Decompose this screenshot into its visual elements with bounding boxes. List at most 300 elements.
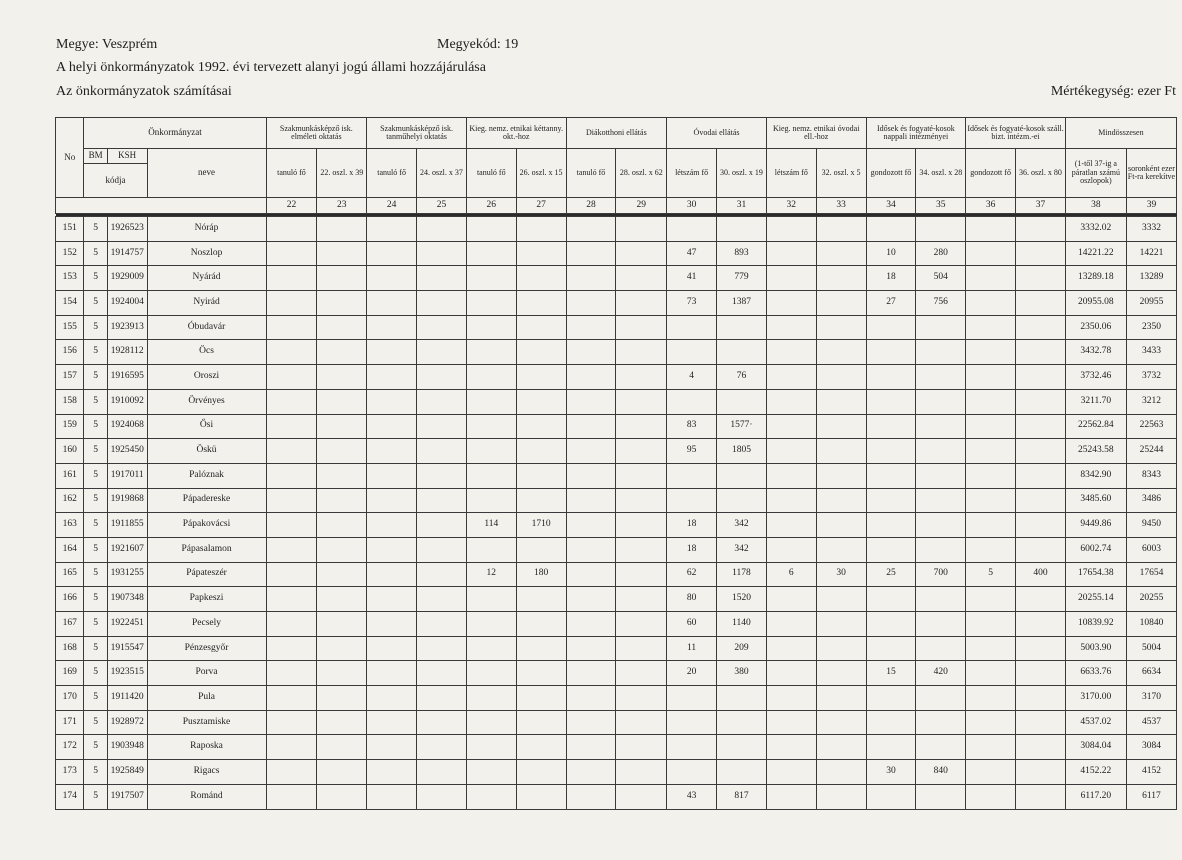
value-cell: 20955 (1126, 291, 1176, 316)
value-cell: 209 (717, 636, 767, 661)
value-cell (816, 217, 866, 242)
value-cell (317, 735, 367, 760)
value-cell (516, 661, 566, 686)
ksh-code: 1911855 (107, 513, 147, 538)
value-cell: 95 (667, 439, 717, 464)
municipality-name: Oroszi (147, 365, 266, 390)
value-cell (317, 291, 367, 316)
value-cell: 3084 (1126, 735, 1176, 760)
municipality-name: Nyirád (147, 291, 266, 316)
value-cell (367, 217, 417, 242)
value-cell: 6117 (1126, 784, 1176, 809)
value-cell (466, 661, 516, 686)
value-cell (966, 513, 1016, 538)
value-cell (966, 636, 1016, 661)
table-row (56, 587, 1177, 612)
bm-code: 5 (84, 217, 107, 242)
value-cell (566, 513, 616, 538)
row-number: 168 (56, 636, 84, 661)
table-row (56, 636, 1177, 661)
value-cell (866, 537, 916, 562)
value-cell (766, 217, 816, 242)
value-cell (317, 266, 367, 291)
value-cell (866, 217, 916, 242)
value-cell: 1577· (717, 414, 767, 439)
value-cell: 3332 (1126, 217, 1176, 242)
value-cell (816, 365, 866, 390)
table-row (56, 686, 1177, 711)
ksh-code: 1928972 (107, 710, 147, 735)
value-cell: 73 (667, 291, 717, 316)
value-cell (1016, 686, 1066, 711)
value-cell (966, 365, 1016, 390)
value-cell (367, 365, 417, 390)
value-cell (566, 365, 616, 390)
ksh-code: 1917011 (107, 463, 147, 488)
ksh-code: 1907348 (107, 587, 147, 612)
value-cell (616, 710, 667, 735)
value-cell (417, 217, 467, 242)
value-cell (516, 488, 566, 513)
bm-code: 5 (84, 784, 107, 809)
municipality-name: Papkeszi (147, 587, 266, 612)
table-row (56, 241, 1177, 266)
value-cell (616, 315, 667, 340)
value-cell (717, 686, 767, 711)
value-cell: 3170.00 (1065, 686, 1126, 711)
value-cell: 6003 (1126, 537, 1176, 562)
value-cell (266, 365, 317, 390)
bm-code: 5 (84, 266, 107, 291)
table-row (56, 513, 1177, 538)
value-cell (516, 439, 566, 464)
value-cell (566, 636, 616, 661)
bm-code: 5 (84, 735, 107, 760)
value-cell (616, 439, 667, 464)
value-cell (616, 389, 667, 414)
value-cell (667, 735, 717, 760)
bm-code: 5 (84, 612, 107, 637)
bm-code: 5 (84, 587, 107, 612)
value-cell: 25 (866, 562, 916, 587)
value-cell (616, 735, 667, 760)
value-cell (317, 217, 367, 242)
value-cell: 76 (717, 365, 767, 390)
value-cell (717, 389, 767, 414)
value-cell (816, 266, 866, 291)
value-cell (516, 636, 566, 661)
municipality-name: Noszlop (147, 241, 266, 266)
value-cell (966, 241, 1016, 266)
value-cell: 15 (866, 661, 916, 686)
value-cell (816, 760, 866, 785)
bm-code: 5 (84, 414, 107, 439)
value-cell (466, 488, 516, 513)
value-cell: 60 (667, 612, 717, 637)
row-number: 161 (56, 463, 84, 488)
value-cell (516, 760, 566, 785)
value-cell (916, 636, 966, 661)
value-cell: 1805 (717, 439, 767, 464)
value-cell (367, 315, 417, 340)
value-cell: 9449.86 (1065, 513, 1126, 538)
value-cell (466, 439, 516, 464)
value-cell (766, 291, 816, 316)
ksh-code: 1919868 (107, 488, 147, 513)
value-cell (1016, 315, 1066, 340)
value-cell (466, 636, 516, 661)
group-header-3: Kieg. nemz. etnikai kéttanny. okt.-hoz (466, 118, 566, 149)
value-cell (966, 266, 1016, 291)
table-row (56, 266, 1177, 291)
value-cell (966, 389, 1016, 414)
value-cell: 6633.76 (1065, 661, 1126, 686)
value-cell (966, 710, 1016, 735)
municipality-name: Öskü (147, 439, 266, 464)
row-number: 162 (56, 488, 84, 513)
subheader: 24. oszl. x 37 (417, 149, 467, 198)
value-cell (616, 365, 667, 390)
value-cell: 22563 (1126, 414, 1176, 439)
value-cell (417, 661, 467, 686)
colnum: 26 (466, 198, 516, 214)
row-number: 172 (56, 735, 84, 760)
value-cell (466, 463, 516, 488)
value-cell (516, 414, 566, 439)
table-row (56, 488, 1177, 513)
value-cell: 3432.78 (1065, 340, 1126, 365)
colnum: 35 (916, 198, 966, 214)
value-cell (766, 365, 816, 390)
bm-code: 5 (84, 241, 107, 266)
value-cell (367, 439, 417, 464)
value-cell: 1140 (717, 612, 767, 637)
value-cell (916, 537, 966, 562)
ksh-code: 1915547 (107, 636, 147, 661)
value-cell (566, 661, 616, 686)
value-cell (317, 661, 367, 686)
value-cell (566, 562, 616, 587)
municipality-name: Románd (147, 784, 266, 809)
value-cell (717, 735, 767, 760)
value-cell: 14221.22 (1065, 241, 1126, 266)
value-cell: 5 (966, 562, 1016, 587)
subheader: tanuló fő (566, 149, 616, 198)
value-cell (367, 760, 417, 785)
value-cell (367, 266, 417, 291)
value-cell: 80 (667, 587, 717, 612)
value-cell (717, 217, 767, 242)
value-cell: 12 (466, 562, 516, 587)
value-cell (1016, 784, 1066, 809)
row-number: 174 (56, 784, 84, 809)
value-cell (816, 340, 866, 365)
value-cell (1016, 488, 1066, 513)
municipality-name: Pusztamiske (147, 710, 266, 735)
value-cell: 4152 (1126, 760, 1176, 785)
value-cell: 1178 (717, 562, 767, 587)
value-cell (566, 439, 616, 464)
value-cell (466, 686, 516, 711)
bm-code: 5 (84, 513, 107, 538)
value-cell (367, 463, 417, 488)
value-cell (667, 686, 717, 711)
value-cell (566, 587, 616, 612)
value-cell (816, 291, 866, 316)
value-cell (966, 537, 1016, 562)
ksh-code: 1926523 (107, 217, 147, 242)
table-row (56, 735, 1177, 760)
municipality-name: Óbudavár (147, 315, 266, 340)
value-cell (367, 686, 417, 711)
value-cell (667, 217, 717, 242)
value-cell (616, 784, 667, 809)
table-row (56, 291, 1177, 316)
value-cell (916, 389, 966, 414)
value-cell (966, 760, 1016, 785)
value-cell (367, 710, 417, 735)
value-cell: 30 (816, 562, 866, 587)
bm-code: 5 (84, 710, 107, 735)
value-cell: 20255.14 (1065, 587, 1126, 612)
value-cell (266, 463, 317, 488)
value-cell (766, 735, 816, 760)
municipality-name: Nyárád (147, 266, 266, 291)
ksh-code: 1910092 (107, 389, 147, 414)
value-cell (616, 266, 667, 291)
value-cell (367, 661, 417, 686)
value-cell: 2350 (1126, 315, 1176, 340)
value-cell (516, 365, 566, 390)
subheader: 34. oszl. x 28 (916, 149, 966, 198)
value-cell (916, 686, 966, 711)
value-cell (966, 735, 1016, 760)
table-body (56, 217, 1177, 810)
municipality-name: Pénzesgyőr (147, 636, 266, 661)
value-cell (916, 439, 966, 464)
value-cell (616, 760, 667, 785)
row-number: 166 (56, 587, 84, 612)
value-cell (317, 389, 367, 414)
colnum: 34 (866, 198, 916, 214)
row-number: 170 (56, 686, 84, 711)
value-cell (766, 636, 816, 661)
ksh-code: 1922451 (107, 612, 147, 637)
value-cell (266, 488, 317, 513)
municipality-name: Porva (147, 661, 266, 686)
value-cell (866, 389, 916, 414)
value-cell (766, 784, 816, 809)
value-cell (616, 661, 667, 686)
value-cell (466, 414, 516, 439)
value-cell (866, 784, 916, 809)
value-cell (417, 710, 467, 735)
value-cell (616, 241, 667, 266)
value-cell: 6002.74 (1065, 537, 1126, 562)
value-cell (266, 340, 317, 365)
value-cell (1016, 513, 1066, 538)
colnum: 36 (966, 198, 1016, 214)
colnum: 22 (266, 198, 317, 214)
value-cell (816, 636, 866, 661)
municipality-name: Pápadereske (147, 488, 266, 513)
no-header: No (56, 118, 84, 198)
value-cell (266, 735, 317, 760)
bm-code: 5 (84, 537, 107, 562)
value-cell (766, 389, 816, 414)
value-cell: 3212 (1126, 389, 1176, 414)
value-cell: 4 (667, 365, 717, 390)
value-cell (466, 340, 516, 365)
value-cell (566, 488, 616, 513)
bm-code: 5 (84, 661, 107, 686)
bm-code: 5 (84, 760, 107, 785)
value-cell (1016, 414, 1066, 439)
municipality-name: Örvényes (147, 389, 266, 414)
value-cell (516, 266, 566, 291)
value-cell (717, 340, 767, 365)
value-cell (417, 537, 467, 562)
value-cell (266, 389, 317, 414)
value-cell (616, 587, 667, 612)
value-cell: 6634 (1126, 661, 1176, 686)
table-row (56, 710, 1177, 735)
value-cell (466, 389, 516, 414)
value-cell (816, 537, 866, 562)
row-number: 163 (56, 513, 84, 538)
row-number: 157 (56, 365, 84, 390)
value-cell (417, 463, 467, 488)
value-cell (566, 340, 616, 365)
colnum: 27 (516, 198, 566, 214)
value-cell: 6 (766, 562, 816, 587)
value-cell (367, 241, 417, 266)
value-cell (367, 784, 417, 809)
table-row (56, 562, 1177, 587)
value-cell (466, 760, 516, 785)
ksh-code: 1923515 (107, 661, 147, 686)
value-cell (566, 537, 616, 562)
value-cell (816, 735, 866, 760)
municipality-name: Pápakovácsi (147, 513, 266, 538)
value-cell (816, 241, 866, 266)
value-cell (616, 488, 667, 513)
value-cell: 779 (717, 266, 767, 291)
value-cell (317, 636, 367, 661)
value-cell (266, 291, 317, 316)
value-cell: 380 (717, 661, 767, 686)
value-cell (766, 661, 816, 686)
subheader: létszám fő (766, 149, 816, 198)
ksh-code: 1928112 (107, 340, 147, 365)
value-cell: 18 (667, 513, 717, 538)
value-cell (266, 513, 317, 538)
ksh-code: 1921607 (107, 537, 147, 562)
value-cell (1016, 587, 1066, 612)
kodja-header: kódja (84, 164, 147, 198)
value-cell (516, 217, 566, 242)
value-cell (916, 488, 966, 513)
value-cell (417, 686, 467, 711)
value-cell (566, 414, 616, 439)
bm-code: 5 (84, 463, 107, 488)
value-cell: 114 (466, 513, 516, 538)
value-cell (966, 587, 1016, 612)
ksh-code: 1923913 (107, 315, 147, 340)
value-cell (566, 784, 616, 809)
value-cell (367, 488, 417, 513)
value-cell: 30 (866, 760, 916, 785)
bm-code: 5 (84, 488, 107, 513)
colnum: 25 (417, 198, 467, 214)
value-cell (816, 439, 866, 464)
value-cell: 1387 (717, 291, 767, 316)
row-number: 173 (56, 760, 84, 785)
row-number: 151 (56, 217, 84, 242)
value-cell (916, 587, 966, 612)
value-cell (466, 735, 516, 760)
value-cell (367, 513, 417, 538)
value-cell (816, 661, 866, 686)
county-label: Megye: Veszprém (56, 37, 158, 52)
value-cell (766, 463, 816, 488)
table-row (56, 612, 1177, 637)
value-cell (916, 735, 966, 760)
value-cell: 4537.02 (1065, 710, 1126, 735)
value-cell (616, 612, 667, 637)
table-row (56, 784, 1177, 809)
row-number: 155 (56, 315, 84, 340)
value-cell (266, 612, 317, 637)
colnum-spacer (56, 198, 267, 214)
value-cell (367, 291, 417, 316)
value-cell (367, 414, 417, 439)
row-number: 165 (56, 562, 84, 587)
table-row (56, 340, 1177, 365)
value-cell (367, 340, 417, 365)
value-cell (1016, 463, 1066, 488)
value-cell (317, 241, 367, 266)
ksh-code: 1903948 (107, 735, 147, 760)
value-cell (417, 587, 467, 612)
value-cell: 17654.38 (1065, 562, 1126, 587)
value-cell (417, 414, 467, 439)
value-cell (566, 266, 616, 291)
value-cell (1016, 760, 1066, 785)
value-cell: 3732.46 (1065, 365, 1126, 390)
value-cell: 41 (667, 266, 717, 291)
value-cell (766, 537, 816, 562)
value-cell (616, 513, 667, 538)
ksh-code: 1924068 (107, 414, 147, 439)
value-cell (466, 612, 516, 637)
municipality-name: Öcs (147, 340, 266, 365)
ksh-code: 1929009 (107, 266, 147, 291)
value-cell (317, 513, 367, 538)
value-cell (417, 315, 467, 340)
value-cell (266, 661, 317, 686)
value-cell (616, 463, 667, 488)
value-cell (566, 291, 616, 316)
row-number: 154 (56, 291, 84, 316)
value-cell (866, 735, 916, 760)
value-cell (866, 340, 916, 365)
municipality-name: Raposka (147, 735, 266, 760)
value-cell: 10840 (1126, 612, 1176, 637)
value-cell (516, 686, 566, 711)
value-cell (667, 315, 717, 340)
value-cell: 700 (916, 562, 966, 587)
